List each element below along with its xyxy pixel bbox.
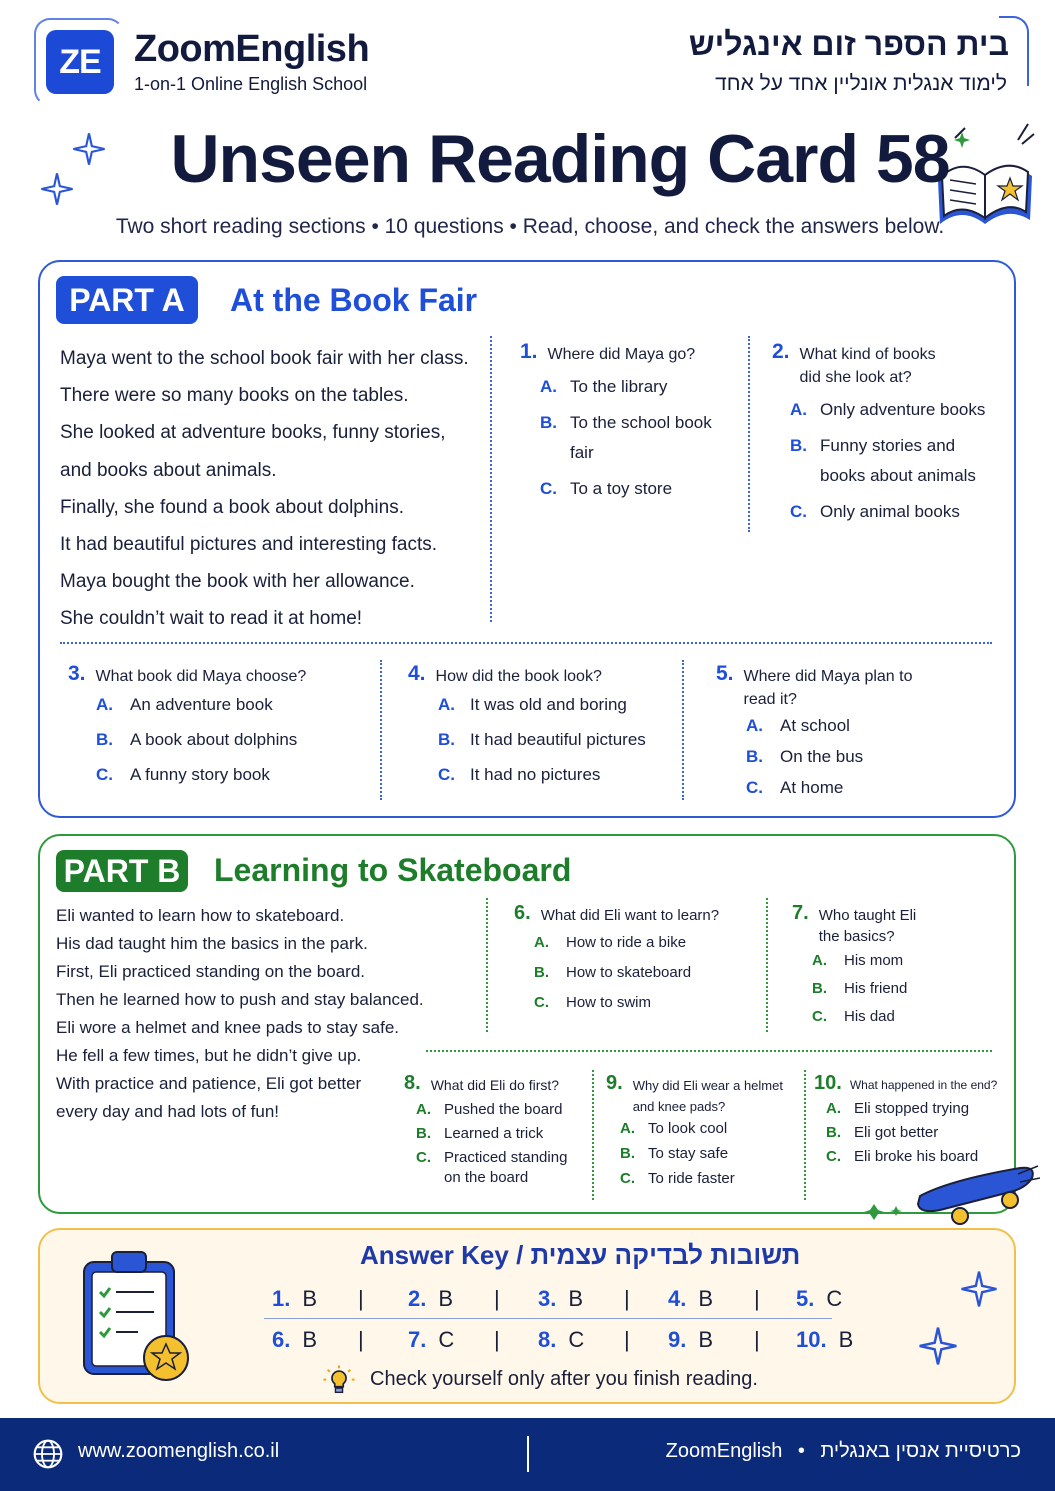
option-letter: A. xyxy=(534,934,549,951)
option-letter: B. xyxy=(620,1145,635,1162)
option-text: To the library xyxy=(570,377,668,396)
answer-number: 8. xyxy=(538,1327,557,1352)
option-letter: C. xyxy=(746,778,763,797)
footer-bullet: • xyxy=(797,1440,805,1462)
question-2 xyxy=(772,340,1004,527)
question-text: Why did Eli wear a helmet and knee pads? xyxy=(632,1078,783,1114)
answer-item xyxy=(538,1286,624,1312)
option-b[interactable] xyxy=(520,408,740,468)
question-1 xyxy=(520,340,740,504)
question-9 xyxy=(606,1072,802,1191)
clipboard-icon xyxy=(76,1242,196,1392)
option-letter: A. xyxy=(812,952,827,969)
answer-item xyxy=(408,1327,494,1353)
option-text: Pushed the board xyxy=(444,1101,563,1118)
option-letter: C. xyxy=(438,765,455,784)
question-5 xyxy=(716,662,956,803)
option-text: Learned a trick xyxy=(444,1125,544,1142)
option-text: At school xyxy=(780,716,850,735)
skateboard-icon xyxy=(860,1160,1040,1230)
option-letter: C. xyxy=(620,1170,635,1187)
footer xyxy=(0,1418,1055,1491)
option-a[interactable] xyxy=(404,1098,590,1122)
answer-separator: | xyxy=(494,1327,500,1352)
header xyxy=(0,0,1055,120)
answer-separator: | xyxy=(754,1327,760,1352)
answer-value: B xyxy=(838,1327,854,1352)
option-c[interactable] xyxy=(404,1146,590,1188)
hebrew-title: בית הספר זום אינגליש xyxy=(688,26,1009,62)
answer-value: B xyxy=(698,1286,714,1311)
sparkle-icon xyxy=(918,1326,958,1366)
option-letter: B. xyxy=(438,730,455,749)
answer-separator: | xyxy=(624,1327,630,1352)
option-text: His mom xyxy=(844,952,904,969)
question-number: 1. xyxy=(520,340,538,363)
answer-number: 5. xyxy=(796,1286,815,1311)
logo-text: ZE xyxy=(59,42,101,81)
option-letter: C. xyxy=(96,765,113,784)
passage-line: Maya went to the school book fair with her class. xyxy=(60,348,469,369)
option-text: It had no pictures xyxy=(470,765,601,784)
passage-line: His dad taught him the basics in the park. xyxy=(56,934,368,953)
option-text: Funny stories and books about animals xyxy=(820,436,976,485)
option-text: A book about dolphins xyxy=(130,730,298,749)
option-c[interactable] xyxy=(514,990,754,1015)
option-letter: A. xyxy=(826,1100,841,1117)
option-letter: A. xyxy=(540,377,557,396)
option-b[interactable] xyxy=(68,725,368,755)
answer-value: B xyxy=(438,1286,454,1311)
question-text: What happened in the end? xyxy=(849,1078,998,1092)
question-text: How did the book look? xyxy=(435,668,602,685)
answer-row-2 xyxy=(272,1327,866,1353)
option-a[interactable] xyxy=(772,395,1004,425)
answer-number: 10. xyxy=(796,1327,827,1352)
option-b[interactable] xyxy=(606,1142,802,1166)
answer-item xyxy=(408,1286,494,1312)
footer-brand-name: ZoomEnglish xyxy=(665,1440,783,1462)
passage-line: Eli wanted to learn how to skateboard. xyxy=(56,906,345,925)
option-text: It had beautiful pictures xyxy=(470,730,646,749)
option-letter: C. xyxy=(416,1149,431,1166)
option-b[interactable] xyxy=(772,431,1004,491)
answer-value: C xyxy=(438,1327,455,1352)
option-letter: B. xyxy=(826,1124,841,1141)
option-text: To stay safe xyxy=(648,1145,729,1162)
passage-line: Then he learned how to push and stay balanced. xyxy=(56,990,424,1009)
answer-value: B xyxy=(698,1327,714,1352)
answer-number: 9. xyxy=(668,1327,687,1352)
question-number: 5. xyxy=(716,662,734,685)
option-text: To look cool xyxy=(648,1120,728,1137)
answer-value: B xyxy=(568,1286,584,1311)
footer-hebrew: כרטיסיית אנסין באנגלית xyxy=(820,1440,1021,1462)
divider xyxy=(748,336,750,532)
globe-icon xyxy=(32,1438,64,1470)
passage-line: and books about animals. xyxy=(60,459,277,481)
question-text: What book did Maya choose? xyxy=(95,668,307,685)
lightbulb-icon xyxy=(322,1364,356,1398)
passage-line: It had beautiful pictures and interesting facts. xyxy=(60,534,438,556)
answer-number: 2. xyxy=(408,1286,427,1311)
passage-line: There were so many books on the tables. xyxy=(60,385,409,407)
option-text: Practiced standing on the board xyxy=(444,1149,568,1186)
answer-row-1 xyxy=(272,1286,856,1312)
option-text: Only animal books xyxy=(820,502,960,521)
option-letter: B. xyxy=(540,413,557,432)
question-number: 10. xyxy=(814,1072,842,1094)
option-a[interactable] xyxy=(792,948,992,973)
passage-line: Maya bought the book with her allowance. xyxy=(60,571,415,593)
passage-line: She looked at adventure books, funny stories, xyxy=(60,422,446,444)
passage-line: Finally, she found a book about dolphins. xyxy=(60,496,404,518)
option-a[interactable] xyxy=(606,1117,802,1141)
option-b[interactable] xyxy=(514,960,754,985)
option-letter: B. xyxy=(812,980,827,997)
option-b[interactable] xyxy=(814,1121,1014,1145)
answer-key-section xyxy=(38,1228,1016,1404)
answer-item xyxy=(538,1327,624,1353)
option-a[interactable] xyxy=(68,690,368,720)
option-letter: B. xyxy=(96,730,113,749)
option-letter: C. xyxy=(540,479,557,498)
question-number: 8. xyxy=(404,1072,421,1094)
question-10 xyxy=(814,1072,1014,1169)
question-text: Where did Maya plan to read it? xyxy=(743,668,913,708)
part-b-passage xyxy=(56,902,436,1126)
page-subtitle: Two short reading sections • 10 questions • Read, choose, and check the answers below. xyxy=(115,215,945,238)
answer-number: 4. xyxy=(668,1286,687,1311)
option-text: It was old and boring xyxy=(470,695,627,714)
answer-value: C xyxy=(826,1286,843,1311)
answer-separator: | xyxy=(358,1327,364,1352)
question-text: What did Eli do first? xyxy=(430,1077,560,1093)
answer-separator: | xyxy=(494,1286,500,1311)
option-letter: C. xyxy=(826,1148,841,1165)
option-text: How to swim xyxy=(566,994,652,1011)
question-text: Who taught Eli the basics? xyxy=(818,907,917,945)
option-text: To ride faster xyxy=(648,1170,735,1187)
option-b[interactable] xyxy=(792,976,992,1001)
passage-line: With practice and patience, Eli got better xyxy=(56,1074,362,1093)
option-b[interactable] xyxy=(404,1122,590,1146)
answer-number: 1. xyxy=(272,1286,291,1311)
question-3 xyxy=(68,662,368,790)
answer-key-note: Check yourself only after you finish reading. xyxy=(370,1368,758,1390)
option-letter: B. xyxy=(746,747,763,766)
option-text: An adventure book xyxy=(130,695,273,714)
option-text: Eli got better xyxy=(854,1124,939,1141)
question-text: What did Eli want to learn? xyxy=(540,907,720,924)
question-number: 4. xyxy=(408,662,426,685)
part-a-tag: PART A xyxy=(56,276,198,324)
brand-tagline: 1-on-1 Online English School xyxy=(134,74,368,94)
question-number: 9. xyxy=(606,1072,623,1094)
option-letter: A. xyxy=(790,400,807,419)
divider xyxy=(486,898,488,1032)
option-letter: B. xyxy=(534,964,549,981)
website-link[interactable]: www.zoomenglish.co.il xyxy=(78,1440,280,1462)
option-c[interactable] xyxy=(520,474,740,504)
option-letter: C. xyxy=(534,994,549,1011)
answer-value: B xyxy=(302,1286,318,1311)
answer-number: 7. xyxy=(408,1327,427,1352)
divider xyxy=(60,642,992,644)
answer-item xyxy=(668,1327,754,1353)
option-text: His friend xyxy=(844,980,908,997)
option-c[interactable] xyxy=(792,1004,992,1029)
option-letter: C. xyxy=(812,1008,827,1025)
option-text: Eli stopped trying xyxy=(854,1100,970,1117)
divider xyxy=(490,336,492,622)
passage-line: Eli wore a helmet and knee pads to stay safe. xyxy=(56,1018,400,1037)
question-text: What kind of books did she look at? xyxy=(799,346,936,386)
option-c[interactable] xyxy=(606,1167,802,1191)
answer-value: C xyxy=(568,1327,585,1352)
part-a-title: At the Book Fair xyxy=(230,282,478,318)
option-text: To a toy store xyxy=(570,479,673,498)
question-8 xyxy=(404,1072,590,1188)
divider xyxy=(804,1070,806,1200)
option-letter: B. xyxy=(416,1125,431,1142)
option-letter: A. xyxy=(416,1101,431,1118)
divider xyxy=(426,1050,992,1052)
hebrew-subtitle: לימוד אנגלית אונליין אחד על אחד xyxy=(715,72,1007,95)
option-c[interactable] xyxy=(408,760,678,790)
part-b-title: Learning to Skateboard xyxy=(214,852,572,888)
part-b-section xyxy=(38,834,1016,1214)
option-text: How to ride a bike xyxy=(566,934,687,951)
part-a-passage xyxy=(60,340,490,638)
answer-separator: | xyxy=(358,1286,364,1311)
answer-item xyxy=(668,1286,754,1312)
answer-separator: | xyxy=(624,1286,630,1311)
option-text: At home xyxy=(780,778,844,797)
option-text: How to skateboard xyxy=(566,964,692,981)
answer-value: B xyxy=(302,1327,318,1352)
option-c[interactable] xyxy=(772,497,1004,527)
option-c[interactable] xyxy=(68,760,368,790)
option-text: His dad xyxy=(844,1008,895,1025)
question-text: Where did Maya go? xyxy=(547,346,696,363)
option-text: Eli broke his board xyxy=(854,1148,979,1165)
footer-divider xyxy=(527,1436,529,1472)
answer-key-title: Answer Key / תשובות לבדיקה עצמית xyxy=(360,1240,801,1270)
option-text: To the school book fair xyxy=(569,413,712,462)
option-text: On the bus xyxy=(780,747,864,766)
answer-item xyxy=(796,1327,866,1353)
option-letter: B. xyxy=(790,436,807,455)
option-a[interactable] xyxy=(514,930,754,955)
answer-item xyxy=(272,1327,358,1353)
part-b-tag: PART B xyxy=(56,850,188,892)
question-number: 7. xyxy=(792,902,809,924)
option-c[interactable] xyxy=(716,773,956,803)
option-a[interactable] xyxy=(408,690,678,720)
divider xyxy=(682,660,684,800)
question-7 xyxy=(792,902,992,1029)
answer-item xyxy=(272,1286,358,1312)
question-6 xyxy=(514,902,754,1015)
answer-number: 6. xyxy=(272,1327,291,1352)
passage-line: She couldn’t wait to read it at home! xyxy=(60,608,363,630)
answer-number: 3. xyxy=(538,1286,557,1311)
option-letter: A. xyxy=(746,716,763,735)
brand-name: ZoomEnglish xyxy=(134,28,370,70)
footer-brand xyxy=(666,1440,1021,1463)
option-text: A funny story book xyxy=(130,765,270,784)
option-b[interactable] xyxy=(716,742,956,772)
option-letter: A. xyxy=(620,1120,635,1137)
sparkle-icon xyxy=(960,1270,998,1308)
option-a[interactable] xyxy=(716,711,956,741)
divider xyxy=(766,898,768,1032)
option-a[interactable] xyxy=(520,372,740,402)
option-letter: C. xyxy=(790,502,807,521)
option-letter: A. xyxy=(96,695,113,714)
passage-line: every day and had lots of fun! xyxy=(56,1102,280,1121)
answer-item xyxy=(796,1286,856,1312)
question-number: 2. xyxy=(772,340,790,363)
question-number: 6. xyxy=(514,902,531,924)
passage-line: First, Eli practiced standing on the board. xyxy=(56,962,365,981)
question-number: 3. xyxy=(68,662,86,685)
answer-divider xyxy=(264,1318,832,1319)
option-b[interactable] xyxy=(408,725,678,755)
option-a[interactable] xyxy=(814,1097,1014,1121)
option-letter: A. xyxy=(438,695,455,714)
divider xyxy=(380,660,382,800)
logo xyxy=(46,30,114,94)
option-text: Only adventure books xyxy=(820,400,986,419)
answer-separator: | xyxy=(754,1286,760,1311)
part-a-section xyxy=(38,260,1016,818)
passage-line: He fell a few times, but he didn’t give up. xyxy=(56,1046,362,1065)
question-4 xyxy=(408,662,678,790)
page-title: Unseen Reading Card 58 xyxy=(170,121,950,197)
divider xyxy=(592,1070,594,1200)
